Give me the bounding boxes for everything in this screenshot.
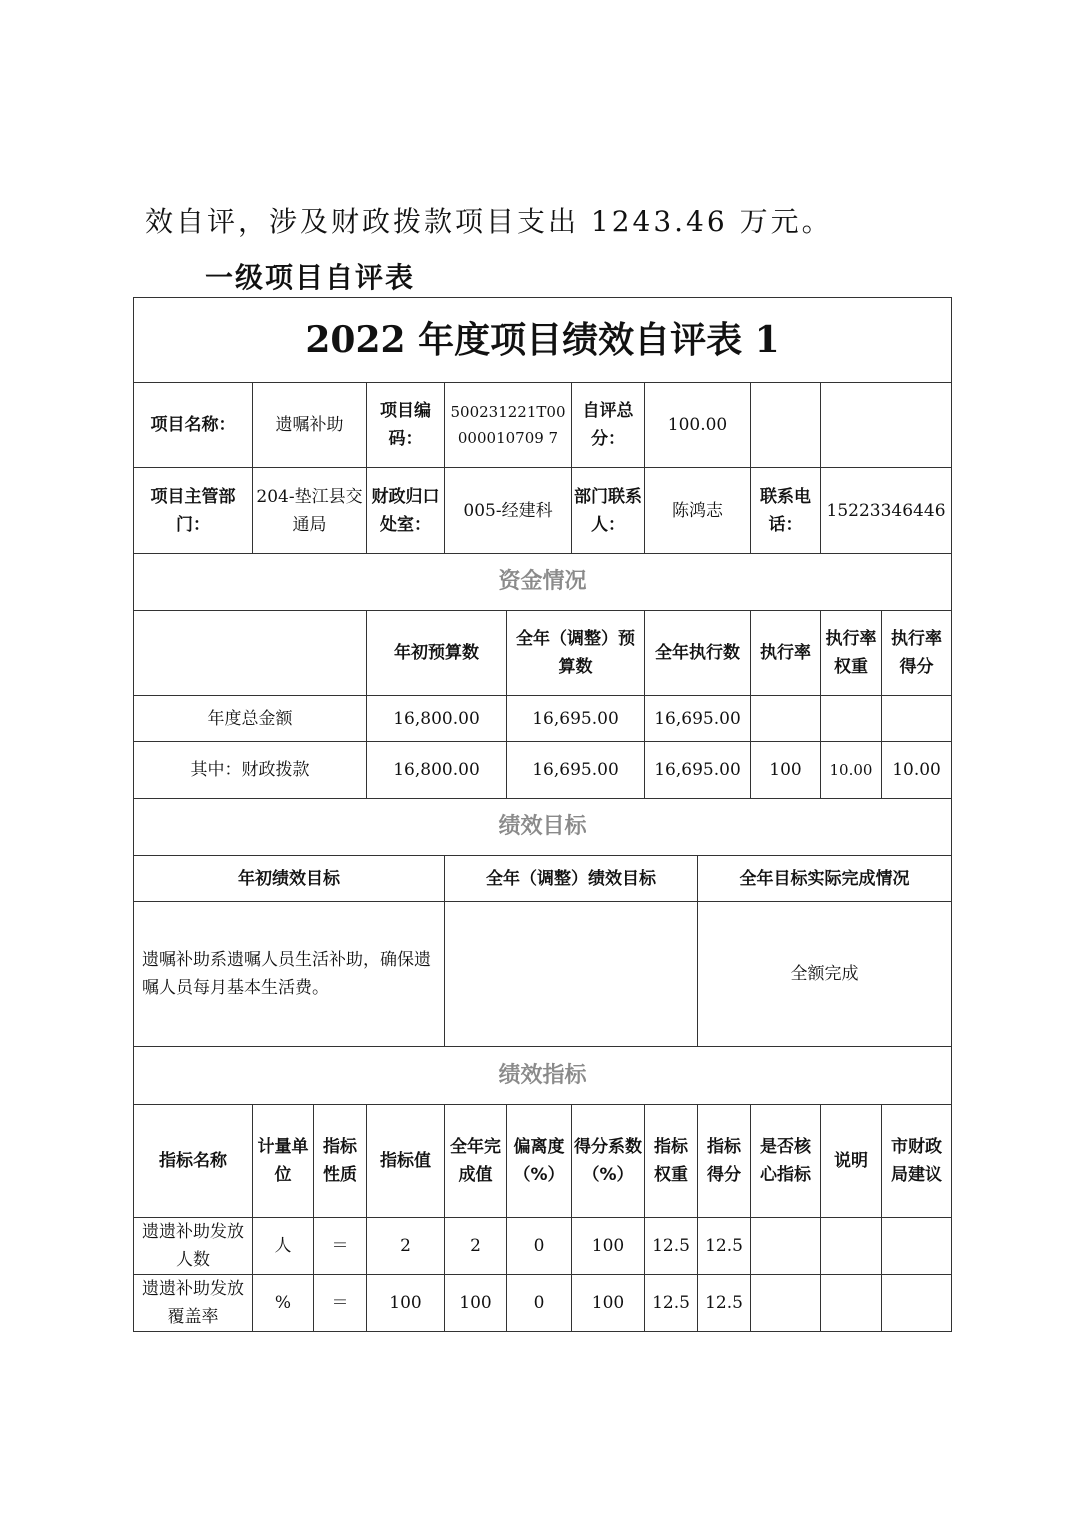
ind-header-name: 指标名称 [134,1105,253,1218]
ind-value: 100 [367,1275,445,1332]
table-row [134,1218,952,1275]
ind-core [751,1275,821,1332]
goals-header-initial: 年初绩效目标 [134,856,445,902]
funds-header-adjusted: 全年（调整）预算数 [507,611,645,696]
ind-score: 12.5 [698,1218,751,1275]
ind-done: 2 [445,1218,507,1275]
funds-total-initial: 16,800.00 [367,696,507,742]
table-title: 2022 年度项目绩效自评表 1 [134,298,952,383]
ind-header-weight: 指标权重 [645,1105,698,1218]
funds-fiscal-executed: 16,695.00 [645,742,751,799]
funds-total-score [882,696,952,742]
empty-cell [751,383,821,468]
office-value: 005-经建科 [445,468,572,554]
project-name-value: 遗嘱补助 [253,383,367,468]
empty-cell [821,383,952,468]
goals-initial-text: 遗嘱补助系遗嘱人员生活补助，确保遗嘱人员每月基本生活费。 [134,902,445,1047]
performance-table [133,297,952,1332]
funds-total-rate [751,696,821,742]
ind-header-unit: 计量单位 [253,1105,314,1218]
dept-value: 204-垫江县交通局 [253,468,367,554]
ind-header-coef: 得分系数（%） [572,1105,645,1218]
ind-name: 遗遗补助发放覆盖率 [134,1275,253,1332]
ind-deviation: 0 [507,1275,572,1332]
funds-section-title: 资金情况 [134,554,952,611]
ind-weight: 12.5 [645,1275,698,1332]
funds-header-weight: 执行率权重 [821,611,882,696]
ind-header-core: 是否核心指标 [751,1105,821,1218]
project-code-label: 项目编码： [367,383,445,468]
ind-nature: ＝ [314,1275,367,1332]
funds-fiscal-weight: 10.00 [821,742,882,799]
ind-score: 12.5 [698,1275,751,1332]
goals-actual-text: 全额完成 [698,902,952,1047]
ind-name: 遗遗补助发放人数 [134,1218,253,1275]
phone-label: 联系电话： [751,468,821,554]
phone-value: 15223346446 [821,468,952,554]
project-code-value: 500231221T00000010709 7 [445,383,572,468]
goals-header-adjusted: 全年（调整）绩效目标 [445,856,698,902]
funds-header-executed: 全年执行数 [645,611,751,696]
contact-value: 陈鸿志 [645,468,751,554]
ind-header-note: 说明 [821,1105,882,1218]
funds-fiscal-label: 其中：财政拨款 [134,742,367,799]
funds-header-score: 执行率得分 [882,611,952,696]
ind-coef: 100 [572,1275,645,1332]
ind-header-nature: 指标性质 [314,1105,367,1218]
table-row [134,1275,952,1332]
funds-total-label: 年度总金额 [134,696,367,742]
funds-fiscal-adjusted: 16,695.00 [507,742,645,799]
ind-header-advice: 市财政局建议 [882,1105,952,1218]
ind-note [821,1218,882,1275]
ind-advice [882,1275,952,1332]
funds-header-initial: 年初预算数 [367,611,507,696]
goals-section-title: 绩效目标 [134,799,952,856]
self-score-value: 100.00 [645,383,751,468]
project-name-label: 项目名称： [134,383,253,468]
ind-header-score: 指标得分 [698,1105,751,1218]
subheading: 一级项目自评表 [205,261,416,294]
funds-total-weight [821,696,882,742]
ind-weight: 12.5 [645,1218,698,1275]
funds-fiscal-score: 10.00 [882,742,952,799]
self-score-label: 自评总分： [572,383,645,468]
contact-label: 部门联系人： [572,468,645,554]
dept-label: 项目主管部门： [134,468,253,554]
office-label: 财政归口处室： [367,468,445,554]
ind-core [751,1218,821,1275]
ind-unit: 人 [253,1218,314,1275]
ind-note [821,1275,882,1332]
empty-cell [134,611,367,696]
ind-nature: ＝ [314,1218,367,1275]
indicators-section-title: 绩效指标 [134,1047,952,1105]
ind-header-deviation: 偏离度（%） [507,1105,572,1218]
funds-fiscal-rate: 100 [751,742,821,799]
ind-unit: % [253,1275,314,1332]
goals-header-actual: 全年目标实际完成情况 [698,856,952,902]
ind-advice [882,1218,952,1275]
intro-text: 效自评，涉及财政拨款项目支出 1243.46 万元。 [145,205,833,238]
funds-header-rate: 执行率 [751,611,821,696]
ind-coef: 100 [572,1218,645,1275]
ind-header-done: 全年完成值 [445,1105,507,1218]
ind-value: 2 [367,1218,445,1275]
ind-deviation: 0 [507,1218,572,1275]
goals-adjusted-text [445,902,698,1047]
ind-header-value: 指标值 [367,1105,445,1218]
funds-fiscal-initial: 16,800.00 [367,742,507,799]
ind-done: 100 [445,1275,507,1332]
funds-total-adjusted: 16,695.00 [507,696,645,742]
funds-total-executed: 16,695.00 [645,696,751,742]
